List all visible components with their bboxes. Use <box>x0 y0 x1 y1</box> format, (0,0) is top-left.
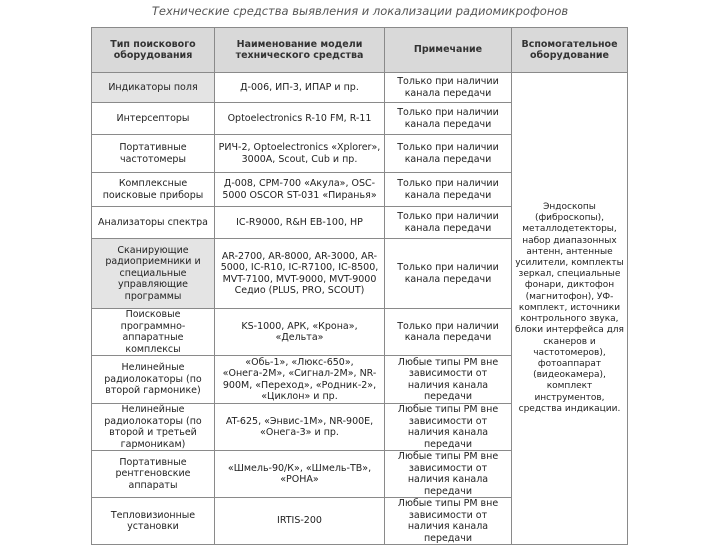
cell-type: Сканирующие радиоприемники и специальные управляющие программы <box>92 239 215 309</box>
cell-type: Комплексные поисковые приборы <box>92 173 215 207</box>
cell-note: Только при наличии канала передачи <box>385 309 512 356</box>
cell-type: Нелинейные радиолокаторы (по второй и третьей гармоникам) <box>92 404 215 451</box>
aux-equipment-cell: Эндоскопы (фиброскопы), металлодетекторы, набор диапазонных антенн, антенные усилители, комплекты зеркал, специальные фонари, диктофон (магнитофон), УФ-комплект, источники контрольного звука, блоки интерфейса для сканеров и частотомеров), фотоаппарат (видеокамера), комплект инструментов, средства индикации. <box>512 73 628 545</box>
cell-type: Анализаторы спектра <box>92 207 215 239</box>
cell-model: IC-R9000, R&H EB-100, HP <box>215 207 385 239</box>
equipment-table <box>91 27 628 545</box>
header-model: Наименование модели технического средства <box>215 28 385 73</box>
cell-type: Поисковые программно-аппаратные комплексы <box>92 309 215 356</box>
cell-model: Д-008, CPM-700 «Акула», OSC-5000 OSCOR ST-031 «Пиранья» <box>215 173 385 207</box>
cell-note: Любые типы РМ вне зависимости от наличия канала передачи <box>385 356 512 404</box>
cell-type: Тепловизионные установки <box>92 498 215 545</box>
table-row <box>92 73 628 103</box>
cell-model: «Обь-1», «Люкс-650», «Онега-2М», «Сигнал-2М», NR-900М, «Переход», «Родник-2», «Циклон» и пр. <box>215 356 385 404</box>
cell-model: РИЧ-2, Optoelectronics «Xplorer», 3000A, Scout, Cub и пр. <box>215 135 385 173</box>
page-title: Технические средства выявления и локализации радиомикрофонов <box>151 4 569 18</box>
cell-model: AR-2700, AR-8000, AR-3000, AR-5000, IC-R10, IC-R7100, IC-8500, MVT-7100, MVT-9000, MVT-9000 Седио (PLUS, PRO, SCOUT) <box>215 239 385 309</box>
header-type: Тип поискового оборудования <box>92 28 215 73</box>
cell-model: IRTIS-200 <box>215 498 385 545</box>
cell-note: Только при наличии канала передачи <box>385 103 512 135</box>
cell-type: Нелинейные радиолокаторы (по второй гармонике) <box>92 356 215 404</box>
cell-model: Optoelectronics R-10 FM, R-11 <box>215 103 385 135</box>
cell-note: Любые типы РМ вне зависимости от наличия канала передачи <box>385 404 512 451</box>
cell-type: Портативные частотомеры <box>92 135 215 173</box>
cell-type: Интерсепторы <box>92 103 215 135</box>
cell-note: Любые типы РМ вне зависимости от наличия канала передачи <box>385 451 512 498</box>
cell-model: KS-1000, АРК, «Крона», «Дельта» <box>215 309 385 356</box>
table-header-row <box>92 28 628 73</box>
cell-note: Только при наличии канала передачи <box>385 73 512 103</box>
cell-model: Д-006, ИП-3, ИПАР и пр. <box>215 73 385 103</box>
cell-note: Только при наличии канала передачи <box>385 135 512 173</box>
cell-note: Только при наличии канала передачи <box>385 173 512 207</box>
cell-note: Только при наличии канала передачи <box>385 239 512 309</box>
cell-model: «Шмель-90/К», «Шмель-ТВ», «РОНА» <box>215 451 385 498</box>
cell-model: AT-625, «Энвис-1М», NR-900E, «Онега-3» и пр. <box>215 404 385 451</box>
cell-type: Индикаторы поля <box>92 73 215 103</box>
header-aux: Вспомогательное оборудование <box>512 28 628 73</box>
header-note: Примечание <box>385 28 512 73</box>
cell-note: Только при наличии канала передачи <box>385 207 512 239</box>
cell-note: Любые типы РМ вне зависимости от наличия канала передачи <box>385 498 512 545</box>
cell-type: Портативные рентгеновские аппараты <box>92 451 215 498</box>
